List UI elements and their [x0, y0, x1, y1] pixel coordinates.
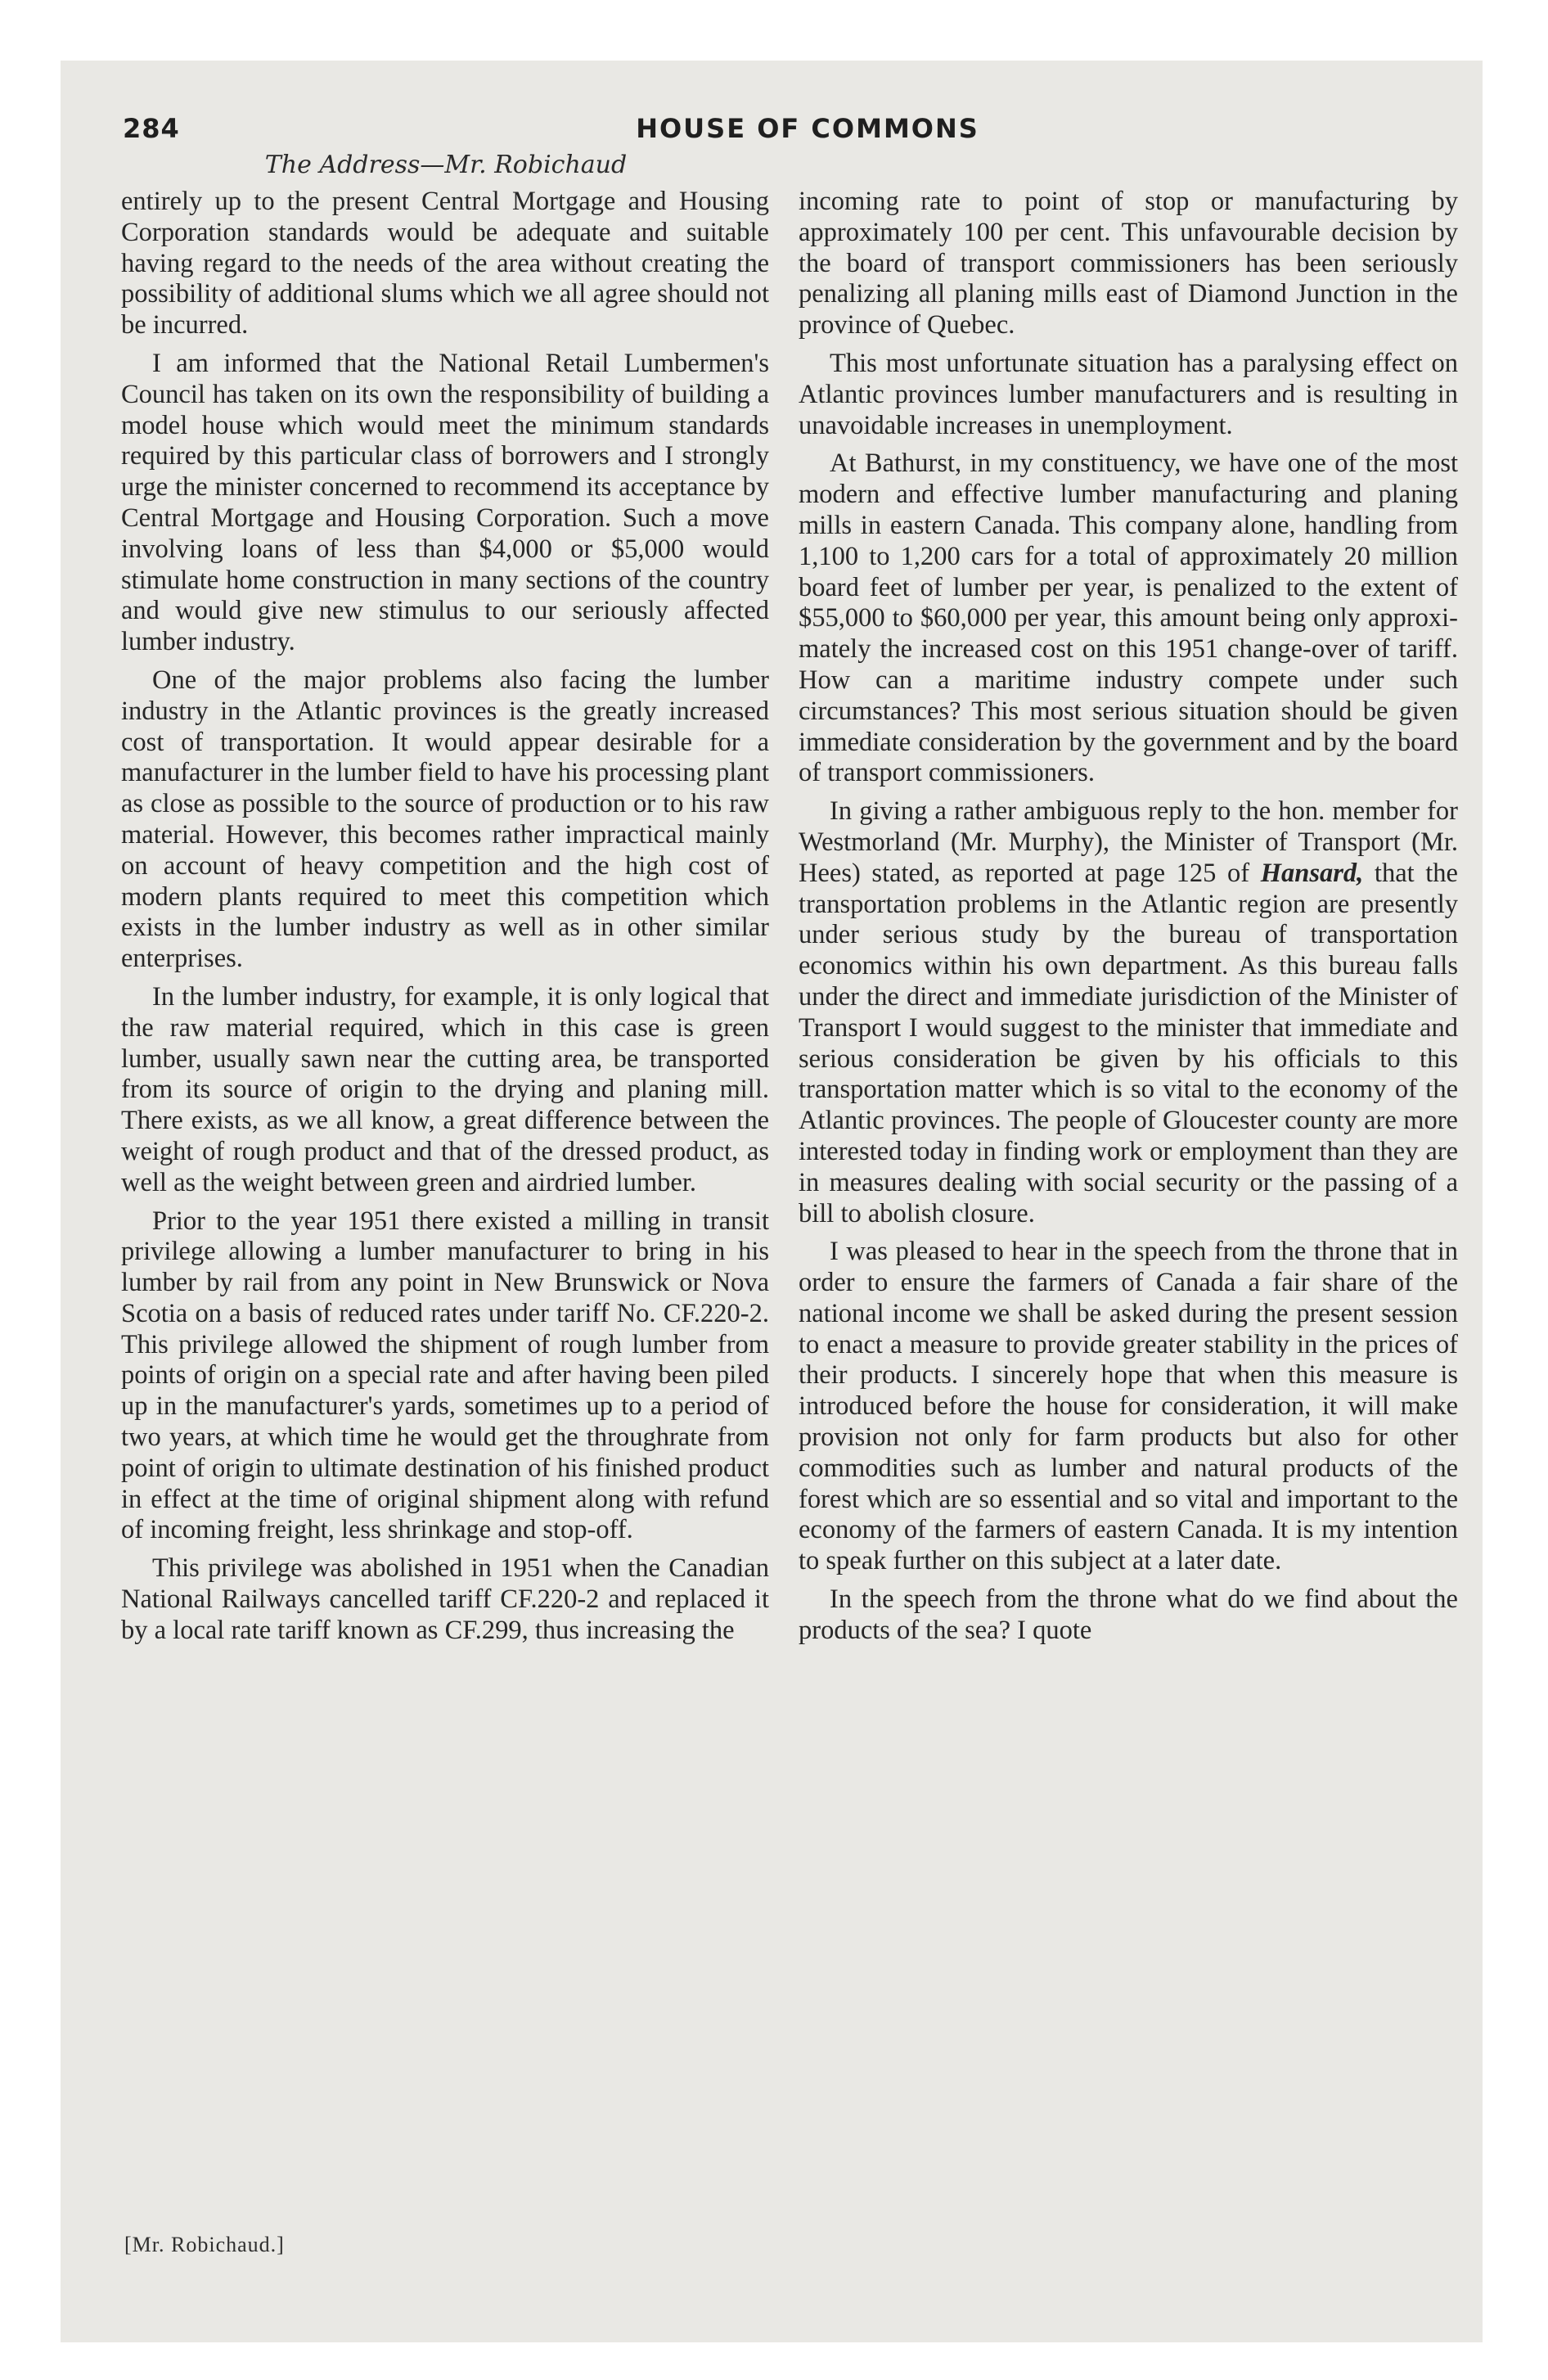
paragraph: Prior to the year 1951 there existed a milling in transit privilege allowing a lumber manufacturer to bring in his lumber by rail from any point in New Brunswick or Nova Scotia on a basis of reduced rates under tariff No. CF.220-2. This privilege allowed the shipment of rough lumber from points of origin on a special rate and after having been piled up in the manufacturer's yards, sometimes up to a period of two years, at which time he would get the throughrate from point of origin to ultimate destination of his finished product in effect at the time of original shipment along with refund of incoming freight, less shrinkage and stop-off.: [121, 1206, 769, 1545]
paragraph: In the speech from the throne what do we find about the products of the sea? I quote: [799, 1584, 1458, 1645]
page-number: 284: [123, 113, 180, 144]
paragraph: [799, 796, 1458, 1229]
right-column: [799, 187, 1458, 1654]
speaker-attribution: [Mr. Robichaud.]: [124, 2233, 285, 2256]
paragraph: I am informed that the National Retail Lumbermen's Council has taken on its own the responsibility of building a model house which would meet the minimum standards required by this particular class of borrowers and I strongly urge the minister concerned to recommend its acceptance by Central Mortgage and Housing Corporation. Such a move involving loans of less than $4,000 or $5,000 would stimulate home construction in many sections of the country and would give new stimulus to our seriously affected lumber industry.: [121, 348, 769, 657]
journal-title: HOUSE OF COMMONS: [636, 113, 979, 144]
paragraph: In the lumber industry, for example, it is only logical that the raw material required, which in this case is green lumber, usually sawn near the cutting area, be transported from its source of origin to the drying and planing mill. There exists, as we all know, a great difference between the weight of rough product and that of the dressed product, as well as the weight between green and airdried lumber.: [121, 981, 769, 1197]
paragraph: This most unfortunate situation has a paralysing effect on Atlantic provinces lumber manufacturers and is resulting in unavoidable increases in unemployment.: [799, 348, 1458, 440]
hansard-reference: Hansard,: [1260, 858, 1364, 888]
paragraph-text: In giving a rather ambiguous reply to the hon. member for Westmorland (Mr. Murphy), the Minister of Transport (Mr. Hees) stated, as reported at page 125 of: [799, 796, 1458, 888]
paragraph-text: that the transportation problems in the Atlantic region are presently under serious study by the bureau of transportation economics within his own department. As this bureau falls under the direct and immediate jurisdiction of the Minister of Transport I would suggest to the minister that immediate and serious consideration be given by his officials to this transportation matter which is so vital to the economy of the Atlantic provinces. The people of Gloucester county are more interested today in finding work or employment than they are in measures dealing with social security or the passing of a bill to abolish closure.: [799, 858, 1458, 1228]
left-column: [121, 187, 769, 1654]
paragraph: This privilege was abolished in 1951 when the Canadian National Railways cancelled tariff CF.220-2 and replaced it by a local rate tariff known as CF.299, thus increasing the: [121, 1553, 769, 1645]
running-head: [123, 113, 1460, 154]
paragraph: At Bathurst, in my constituency, we have one of the most modern and effective lumber manufacturing and planing mills in eastern Canada. This company alone, handling from 1,100 to 1,200 cars for a total of approximately 20 million board feet of lumber per year, is penalized to the extent of $55,000 to $60,000 per year, this amount being only approximately the increased cost on this 1951 change-over of tariff. How can a maritime industry compete under such circumstances? This most serious situation should be given immediate consideration by the government and by the board of transport commissioners.: [799, 449, 1458, 788]
section-subhead: The Address—Mr. Robichaud: [264, 151, 628, 179]
paragraph: incoming rate to point of stop or manufacturing by approximately 100 per cent. This unfavourable decision by the board of transport commissioners has been seriously penalizing all planing mills east of Diamond Junction in the province of Quebec.: [799, 187, 1458, 340]
paragraph: entirely up to the present Central Mortgage and Housing Corporation standards would be adequate and suitable having regard to the needs of the area without creating the possibility of additional slums which we all agree should not be incurred.: [121, 187, 769, 340]
paragraph: One of the major problems also facing the lumber industry in the Atlantic provinces is the greatly increased cost of transportation. It would appear desirable for a manufacturer in the lumber field to have his processing plant as close as possible to the source of production or to his raw material. However, this becomes rather impractical mainly on account of heavy competition and the high cost of modern plants required to meet this competition which exists in the lumber industry as well as in other similar enterprises.: [121, 665, 769, 974]
paragraph: I was pleased to hear in the speech from the throne that in order to ensure the farmers of Canada a fair share of the national income we shall be asked during the present session to enact a measure to provide greater stability in the prices of their products. I sincerely hope that when this measure is introduced before the house for consideration, it will make provision not only for farm products but also for other commodities such as lumber and natural products of the forest which are so essential and so vital and important to the economy of the farmers of eastern Canada. It is my intention to speak further on this subject at a later date.: [799, 1237, 1458, 1576]
